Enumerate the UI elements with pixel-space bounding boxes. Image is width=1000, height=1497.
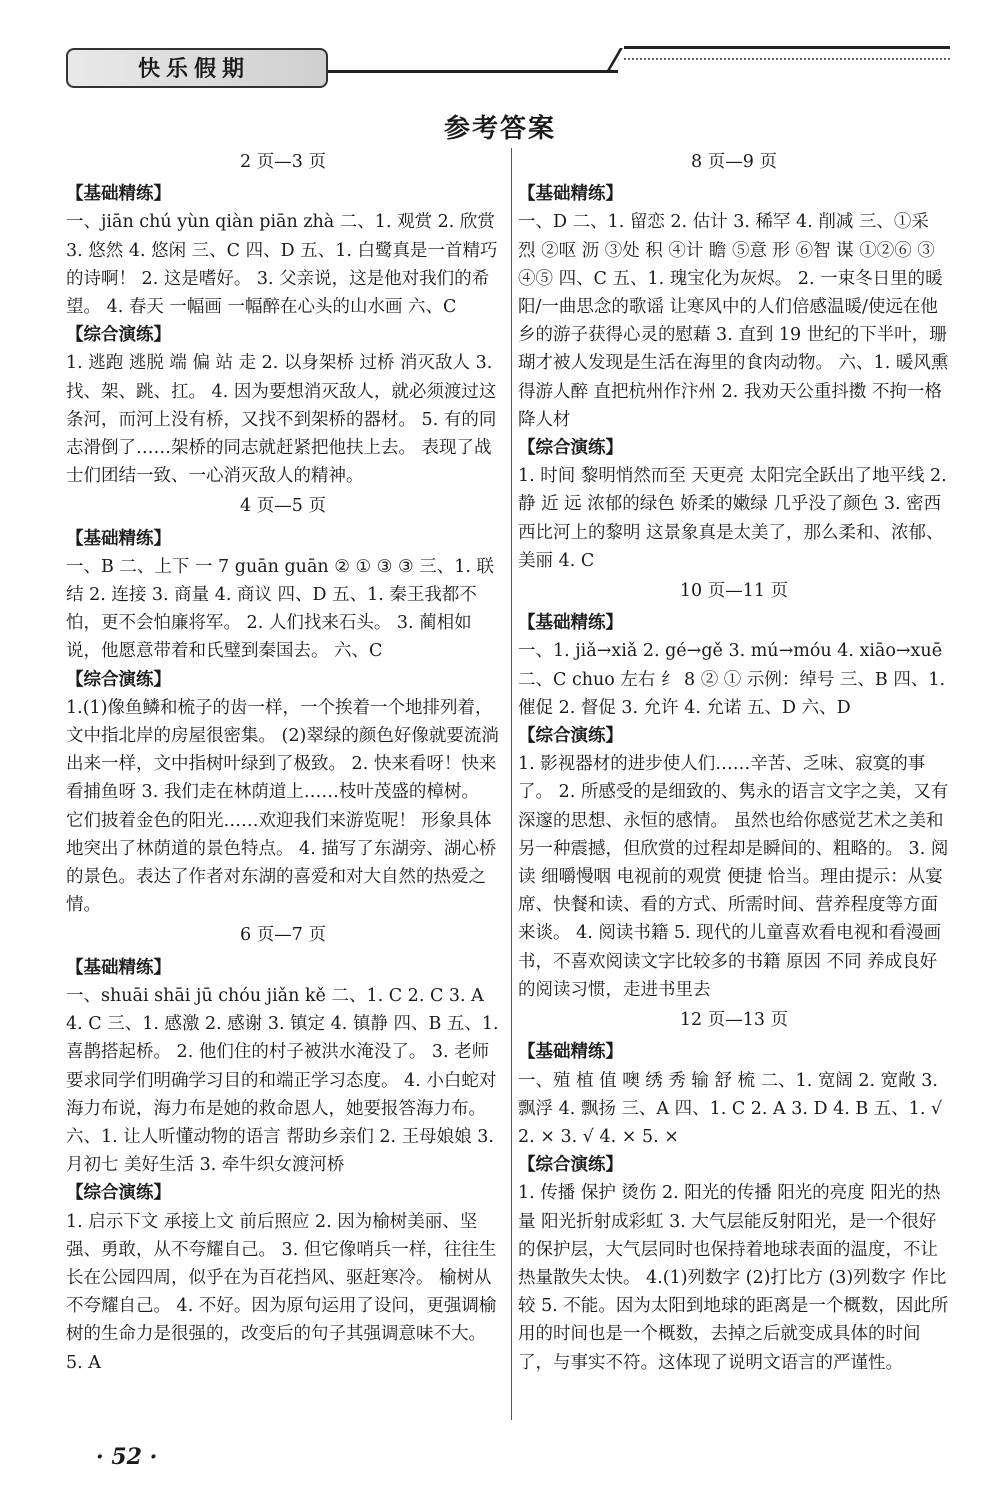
header-rule: [328, 70, 618, 73]
answer-text: 1. 传播 保护 烫伤 2. 阳光的传播 阳光的亮度 阳光的热量 阳光折射成彩虹 3. 大气层能反射阳光，是一个很好的保护层，大气层同时也保持着地球表面的温度，不让热量散失太快。 4.(1)列数字 (2)打比方 (3)列数字 作比较 5. 不能。因为太阳到地球的距离是一个概数，因此所用的时间也是一个概数，去掉之后就变成具体的时间了，与事实不符。这体现了说明文语言的严谨性。: [518, 1183, 949, 1373]
section-heading: 2 页—3 页: [240, 152, 326, 172]
answer-text: 1. 启示下文 承接上文 前后照应 2. 因为榆树美丽、坚强、勇敢，从不夸耀自己。 3. 但它像哨兵一样，往往生长在公园四周，似乎在为百花挡风、驱赶寒冷。 榆树从不夸耀自己。 4. 不好。因为原句运用了设问，更强调榆树的生命力是很强的，改变后的句子其强调意味不大。 5. A: [66, 1211, 497, 1373]
section-heading: 8 页—9 页: [691, 152, 777, 172]
answer-section: [518, 577, 950, 1004]
answer-text: 一、1. jiǎ→xiǎ 2. gé→gě 3. mú→móu 4. xiāo→xuē 二、C chuo 左右 纟 8 ② ① 示例：绰号 三、B 四、1. 催促 2. 督促 3. 允许 4. 允诺 五、D 六、D: [518, 641, 951, 718]
header-rule-slant: [606, 48, 653, 72]
block-label: 【基础精练】: [518, 184, 623, 205]
header-rule-top: [624, 46, 950, 49]
page-header: [66, 44, 950, 92]
left-column: [66, 146, 505, 1377]
answer-text: 一、B 二、上下 一 7 guān guān ② ① ③ ③ 三、1. 联结 2. 连接 3. 商量 4. 商议 四、D 五、1. 秦王我都不怕，更不会怕廉将军。 2. 人们找来石头。 3. 蔺相如说，他愿意带着和氏璧到秦国去。 六、C: [66, 556, 494, 662]
answer-text: 一、shuāi shāi jū chóu jiǎn kě 二、1. C 2. C 3. A 4. C 三、1. 感激 2. 感谢 3. 镇定 4. 镇静 四、B 五、1. 喜鹊搭起桥。 2. 他们住的村子被洪水淹没了。 3. 老师要求同学们明确学习目的和端正学习态度。 4. 小白蛇对海力布说，海力布是她的救命恩人，她要报答海力布。 六、1. 让人听懂动物的语言 帮助乡亲们 2. 王母娘娘 3. 月初七 美好生活 3. 牵牛织女渡河桥: [66, 985, 505, 1176]
header-dotted-rule: [624, 58, 950, 60]
answer-section: [66, 921, 505, 1376]
answer-text: 一、jiān chú yùn qiàn piān zhà 二、1. 观赏 2. 欣赏 3. 悠然 4. 悠闲 三、C 四、D 五、1. 白鹭真是一首精巧的诗啊！ 2. 这是嗜好。 3. 父亲说，这是他对我们的希望。 4. 春天 一幅画 一幅醉在心头的山水画 六、C: [66, 212, 501, 318]
block-label: 【基础精练】: [66, 528, 171, 549]
section-heading: 4 页—5 页: [240, 496, 326, 517]
page-title: 参考答案: [443, 114, 556, 144]
answer-text: 1. 影视器材的进步使人们……辛苦、乏味、寂寞的事了。 2. 所感受的是细致的、隽永的语言文字之美，又有深邃的思想、永恒的感情。 虽然也给你感觉艺术之美和另一种震撼，但欣赏的过程却是瞬间的、粗略的。 3. 阅读 细嚼慢咽 电视前的观赏 便捷 恰当。理由提示：从宴席、快餐和读、看的方式、所需时间、营养程度等方面来谈。 4. 阅读书籍 5. 现代的儿童喜欢看电视和看漫画书，不喜欢阅读文字比较多的书籍 原因 不同 养成良好的阅读习惯，走进书里去: [518, 754, 949, 1000]
block-label: 【综合演练】: [518, 1155, 623, 1176]
block-label: 【综合演练】: [518, 726, 623, 747]
page-number: · 52 ·: [96, 1444, 158, 1470]
answer-text: 一、D 二、1. 留恋 2. 估计 3. 稀罕 4. 削减 三、①采 烈 ②呕 沥 ③处 积 ④计 瞻 ⑤意 形 ⑥智 谋 ①②⑥ ③④⑤ 四、C 五、1. 瑰宝化为灰烬。 2. 一束冬日里的暖阳/一曲思念的歌谣 让寒风中的人们倍感温暖/使远在他乡的游子获得心灵的慰藉 3. 直到 19 世纪的下半叶，珊瑚才被人发现是生活在海里的食肉动物。 六、1. 暖风熏得游人醉 直把杭州作汴州 2. 我劝天公重抖擞 不拘一格降人材: [518, 212, 949, 430]
answer-section: [518, 148, 953, 575]
block-label: 【基础精练】: [66, 184, 171, 205]
answer-text: 一、殖 植 值 噢 绣 秀 输 舒 梳 二、1. 宽阔 2. 宽敞 3. 飘浮 4. 飘扬 三、A 四、1. C 2. A 3. D 4. B 五、1. √ 2. × 3. √ 4. × 5. ×: [518, 1070, 948, 1147]
answer-text: 1. 时间 黎明悄然而至 天更亮 太阳完全跃出了地平线 2. 静 近 远 浓郁的绿色 娇柔的嫩绿 几乎没了颜色 3. 密西西比河上的黎明 这景象真是太美了，那么柔和、浓郁、美丽 4. C: [518, 466, 953, 571]
section-heading: 6 页—7 页: [240, 925, 326, 946]
answer-text: 1.(1)像鱼鳞和梳子的齿一样，一个挨着一个地排列着，文中指北岸的房屋很密集。 (2)翠绿的颜色好像就要流淌出来一样，文中指树叶绿到了极致。 2. 快来看呀！快来看捕鱼呀 3. 我们走在林荫道上……枝叶茂盛的樟树。 它们披着金色的阳光……欢迎我们来游览呢！ 形象具体地突出了林荫道的景色特点。 4. 描写了东湖旁、湖心桥的景色。表达了作者对东湖的喜爱和对大自然的热爱之情。: [66, 697, 499, 916]
section-heading: 12 页—13 页: [679, 1010, 789, 1031]
answer-section: [66, 148, 500, 490]
right-column: [518, 146, 953, 1377]
answer-text: 1. 逃跑 逃脱 端 偏 站 走 2. 以身架桥 过桥 消灭敌人 3. 找、架、跳、扛。 4. 因为要想消灭敌人，就必须渡过这条河，而河上没有桥，又找不到架桥的器材。 5. 有的同志滑倒了……架桥的同志就赶紧把他扶上去。 表现了战士们团结一致、一心消灭敌人的精神。: [66, 353, 498, 487]
answer-section: [518, 1006, 950, 1377]
answer-section: [66, 492, 500, 919]
block-label: 【基础精练】: [518, 613, 623, 634]
column-divider: [511, 148, 512, 1420]
block-label: 【综合演练】: [66, 1183, 171, 1204]
header-title-badge: 快乐假期: [66, 48, 328, 88]
section-heading: 10 页—11 页: [679, 581, 789, 602]
block-label: 【基础精练】: [66, 957, 171, 978]
block-label: 【综合演练】: [66, 325, 171, 346]
block-label: 【基础精练】: [518, 1042, 623, 1063]
block-label: 【综合演练】: [518, 438, 623, 459]
block-label: 【综合演练】: [66, 669, 171, 690]
